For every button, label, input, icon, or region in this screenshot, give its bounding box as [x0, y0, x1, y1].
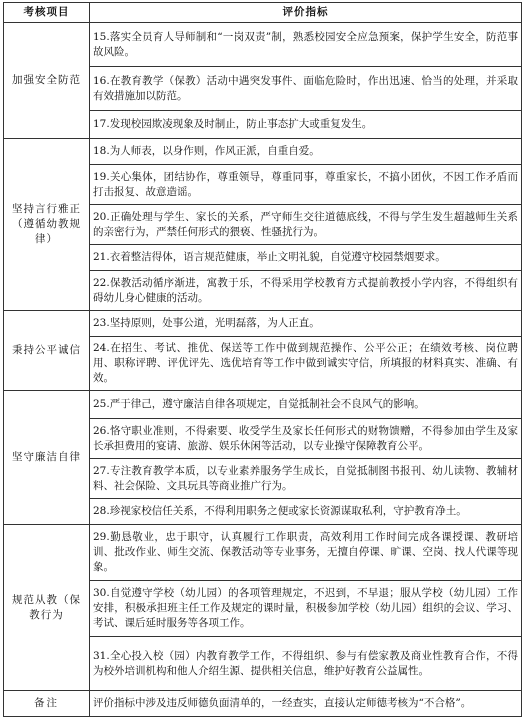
category-cell: 加强安全防范	[4, 23, 90, 139]
indicator-cell: 16.在教育教学（保教）活动中遇突发事件、面临危险时，作出迅速、恰当的处理，并采取有效措施加以防范。	[90, 67, 522, 111]
table-row	[4, 311, 522, 337]
category-cell: 坚守廉洁自律	[4, 391, 90, 525]
indicator-cell: 24.在招生、考试、推优、保送等工作中做到规范操作、公平公正；在绩效考核、岗位聘用、职称评聘、评优评先、选优培育等工作中做到诚实守信，所填报的材料真实、准确、有效。	[90, 337, 522, 391]
indicator-cell: 29.勤恳敬业，忠于职守，认真履行工作职责，高效利用工作时间完成各课授课、教研培训、批改作业、师生交流、保教活动等专业事务，无擅自停课、旷课、空岗、找人代课等现象。	[90, 525, 522, 581]
indicator-cell: 20.正确处理与学生、家长的关系，严守师生交往道德底线，不得与学生发生超越师生关系的亲密行为，严禁任何形式的猥亵、性骚扰行为。	[90, 205, 522, 245]
indicator-cell: 19.关心集体，团结协作，尊重领导，尊重同事，尊重家长，不搞小团伙，不因工作矛盾而打击报复、故意造谣。	[90, 165, 522, 205]
category-cell: 规范从教（保教行为	[4, 525, 90, 691]
note-text: 评价指标中涉及违反师德负面清单的，一经查实，直接认定师德考核为“不合格”。	[90, 691, 522, 717]
indicator-cell: 25.严于律己，遵守廉洁自律各项规定，自觉抵制社会不良风气的影响。	[90, 391, 522, 419]
header-category: 考核项目	[4, 3, 90, 23]
indicator-cell: 23.坚持原则，处事公道，光明磊落，为人正直。	[90, 311, 522, 337]
indicator-cell: 18.为人师表，以身作则，作风正派，自重自爱。	[90, 139, 522, 165]
indicator-cell: 15.落实全员育人导师制和“一岗双责”制，熟悉校园安全应急预案，保护学生安全，防范事故风险。	[90, 23, 522, 67]
header-row	[4, 3, 522, 23]
indicator-cell: 26.恪守职业准则，不得索要、收受学生及家长任何形式的财物馈赠，不得参加由学生及家长承担费用的宴请、旅游、娱乐休闲等活动，以专业操守保障教育公平。	[90, 419, 522, 459]
indicator-cell: 17.发现校园欺凌现象及时制止，防止事态扩大或重复发生。	[90, 111, 522, 139]
note-label: 备注	[4, 691, 90, 717]
indicator-cell: 31.全心投入校（园）内教育教学工作，不得组织、参与有偿家教及商业性教育合作，不得为校外培训机构和他人介绍生源、提供相关信息，维护好教育公益属性。	[90, 637, 522, 691]
indicator-cell: 30.自觉遵守学校（幼儿园）的各项管理规定，不迟到，不早退；服从学校（幼儿园）工作安排，积极承担班主任工作及规定的课时量，积极参加学校（幼儿园）组织的会议、学习、考试、课后延时服务等各项工作。	[90, 581, 522, 637]
category-cell: 秉持公平诚信	[4, 311, 90, 391]
indicator-cell: 22.保教活动循序渐进，寓教于乐，不得采用学校教育方式提前教授小学内容，不得组织有碍幼儿身心健康的活动。	[90, 271, 522, 311]
indicator-cell: 27.专注教育教学本质，以专业素养服务学生成长，自觉抵制图书报刊、幼儿读物、教辅材料、社会保险、文具玩具等商业推广行为。	[90, 459, 522, 499]
indicator-cell: 28.珍视家校信任关系，不得利用职务之便或家长资源谋取私利，守护教育净土。	[90, 499, 522, 525]
note-row	[4, 691, 522, 717]
evaluation-table-wrapper	[3, 2, 521, 717]
table-row	[4, 23, 522, 67]
header-indicators: 评价指标	[90, 3, 522, 23]
category-cell: 坚持言行雅正（遵循幼教规律）	[4, 139, 90, 311]
table-row	[4, 525, 522, 581]
table-row	[4, 139, 522, 165]
evaluation-table	[3, 2, 522, 717]
indicator-cell: 21.衣着整洁得体，语言规范健康，举止文明礼貌，自觉遵守校园禁烟要求。	[90, 245, 522, 271]
table-row	[4, 391, 522, 419]
